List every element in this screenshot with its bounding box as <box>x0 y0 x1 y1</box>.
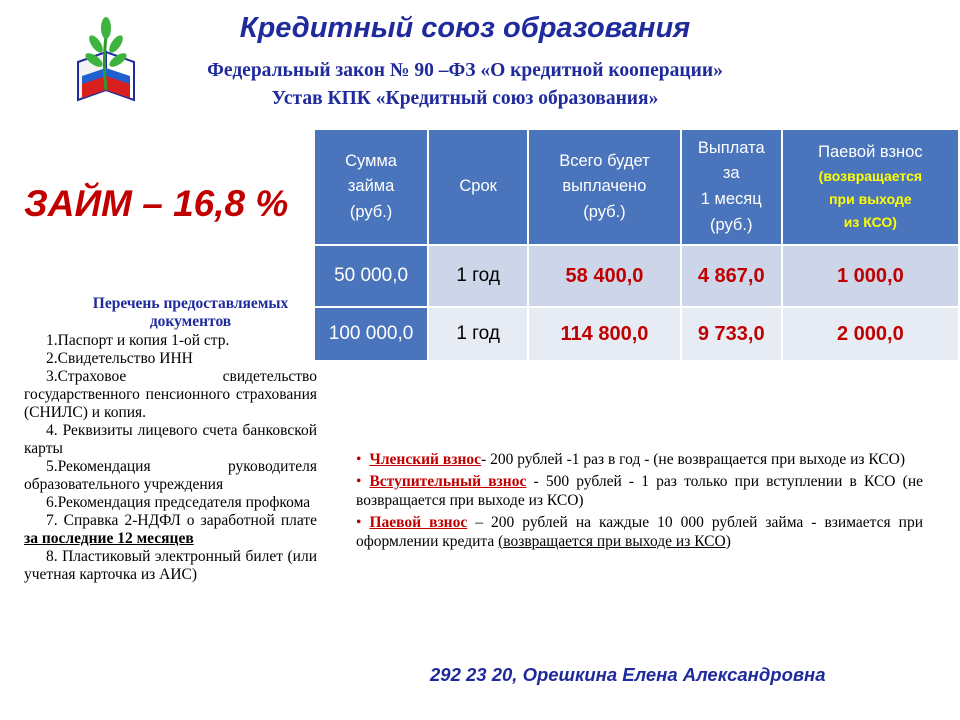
list-item: 4. Реквизиты лицевого счета банковской карты <box>24 421 317 457</box>
cell-monthly: 4 867,0 <box>681 245 782 307</box>
charter-subtitle: Устав КПК «Кредитный союз образования» <box>271 88 659 109</box>
bullet-icon: • <box>356 513 362 531</box>
cell-amount: 100 000,0 <box>314 307 428 361</box>
fees-list <box>356 451 923 555</box>
list-item: 5.Рекомендация руководителя образовательного учреждения <box>24 457 317 493</box>
list-item: 7. Справка 2-НДФЛ о заработной плате за последние 12 месяцев <box>24 511 317 547</box>
page-title: Кредитный союз образования <box>239 12 691 44</box>
emphasis-period: за последние 12 месяцев <box>24 529 194 547</box>
fee-entrance: • Вступительный взнос - 500 рублей - 1 раз только при вступлении в КСО (не возвращается при выходе из КСО) <box>356 472 923 509</box>
header-term: Срок <box>428 129 528 245</box>
cell-amount: 50 000,0 <box>314 245 428 307</box>
cell-monthly: 9 733,0 <box>681 307 782 361</box>
header-monthly: Выплата за 1 месяц (руб.) <box>681 129 782 245</box>
contact-info: 292 23 20, Орешкина Елена Александровна <box>430 664 826 685</box>
cell-total: 58 400,0 <box>528 245 681 307</box>
list-item: 8. Пластиковый электронный билет (или учетная карточка из АИС) <box>24 547 317 583</box>
list-item: 6.Рекомендация председателя профкома <box>46 493 311 511</box>
header-total: Всего будет выплачено (руб.) <box>528 129 681 245</box>
table-row <box>314 307 959 361</box>
documents-list <box>24 295 317 584</box>
loan-rate-heading: ЗАЙМ – 16,8 % <box>24 183 289 224</box>
bullet-icon: • <box>356 451 362 468</box>
documents-title: Перечень предоставляемых документов <box>92 295 289 330</box>
fee-share: • Паевой взнос – 200 рублей на каждые 10 000 рублей займа - взимается при оформлении кредита (возвращается при выходе из КСО) <box>356 513 923 550</box>
cell-total: 114 800,0 <box>528 307 681 361</box>
loan-table <box>313 128 960 362</box>
bullet-icon: • <box>356 472 362 490</box>
cell-share: 2 000,0 <box>782 307 959 361</box>
header-share: Паевой взнос (возвращается при выходе из КСО) <box>782 129 959 245</box>
law-subtitle: Федеральный закон № 90 –ФЗ «О кредитной кооперации» <box>207 60 723 81</box>
cell-term: 1 год <box>428 307 528 361</box>
cell-term: 1 год <box>428 245 528 307</box>
cell-share: 1 000,0 <box>782 245 959 307</box>
list-item: 1.Паспорт и копия 1-ой стр. <box>46 331 230 349</box>
share-note: (возвращается при выходе из КСО) <box>818 168 923 231</box>
list-item: 3.Страховое свидетельство государственного пенсионного страхования (СНИЛС) и копия. <box>24 367 317 421</box>
table-row <box>314 245 959 307</box>
list-item: 2.Свидетельство ИНН <box>46 349 193 367</box>
header-amount: Сумма займа (руб.) <box>314 129 428 245</box>
fee-membership: • Членский взнос- 200 рублей -1 раз в год - (не возвращается при выходе из КСО) <box>356 451 906 468</box>
